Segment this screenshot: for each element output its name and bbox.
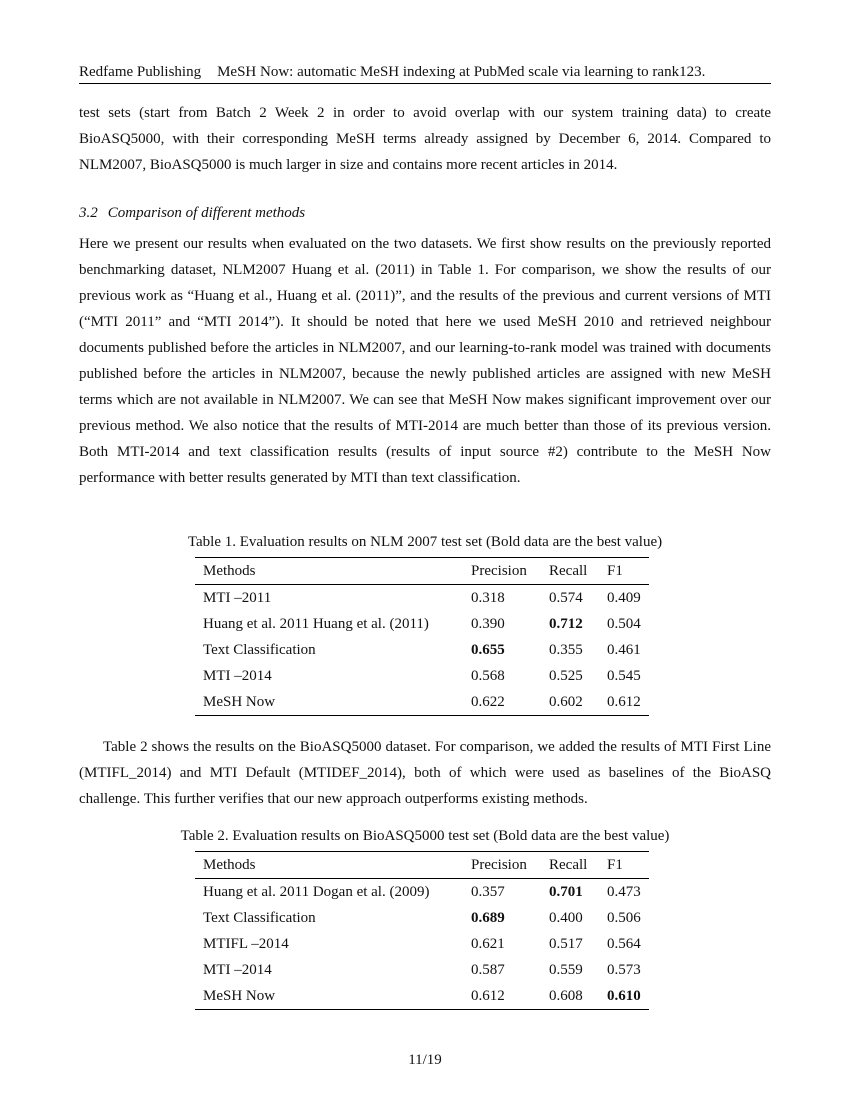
section-title: Comparison of different methods <box>107 205 306 221</box>
table-2-caption: Table 2. Evaluation results on BioASQ5000 test set (Bold data are the best value) <box>180 828 670 844</box>
cell-precision: 0.357 <box>471 883 505 900</box>
cell-precision: 0.568 <box>471 667 505 684</box>
header-recall: Recall <box>541 558 599 585</box>
header-recall: Recall <box>541 852 599 879</box>
cell-precision: 0.622 <box>471 693 505 710</box>
table-row <box>195 905 649 931</box>
table-row <box>195 931 649 957</box>
header-methods: Methods <box>195 558 463 585</box>
cell-f1: 0.573 <box>607 961 641 978</box>
paragraph-2: Here we present our results when evaluated on the two datasets. We first show results on the previously reported benchmarking dataset, NLM2007 Huang et al. (2011) in Table 1. For comparison, we show the results of our previous work as “Huang et al., Huang et al. (2011)”, and the results of the previous and current versions of MTI (“MTI 2011” and “MTI 2014”). It should be noted that here we used MeSH 2010 and retrieved neighbour documents published before the articles in NLM2007, and our learning-to-rank model was trained with documents published before the articles in NLM2007, because the newly published articles are assigned with new MeSH terms which are not available in NLM2007. We can see that MeSH Now makes significant improvement over our previous method. We also notice that the results of MTI-2014 are much better than those of its previous version. Both MTI-2014 and text classification results (results of input source #2) contribute to the MeSH Now performance with better results generated by MTI than text classification. <box>79 236 771 486</box>
header-f1: F1 <box>599 558 649 585</box>
cell-method: Text Classification <box>203 909 316 926</box>
cell-precision: 0.318 <box>471 589 505 606</box>
cell-recall: 0.574 <box>549 589 583 606</box>
cell-recall: 0.559 <box>549 961 583 978</box>
cell-recall-best: 0.712 <box>549 615 583 632</box>
paragraph-3: Table 2 shows the results on the BioASQ5000 dataset. For comparison, we added the results of MTI First Line (MTIFL_2014) and MTI Default (MTIDEF_2014), both of which were used as baselines of the BioASQ challenge. This further verifies that our new approach outperforms existing methods. <box>79 739 771 807</box>
cell-precision: 0.621 <box>471 935 505 952</box>
cell-f1: 0.461 <box>607 641 641 658</box>
header-f1: F1 <box>599 852 649 879</box>
cell-method: Huang et al. 2011 Huang et al. (2011) <box>203 615 429 632</box>
cell-recall: 0.517 <box>549 935 583 952</box>
section-number: 3.2 <box>79 205 98 221</box>
header-precision: Precision <box>463 852 541 879</box>
table-1-caption: Table 1. Evaluation results on NLM 2007 test set (Bold data are the best value) <box>187 534 663 550</box>
cell-f1: 0.545 <box>607 667 641 684</box>
cell-method: MTI –2014 <box>203 667 272 684</box>
journal-name: Redfame Publishing <box>79 64 202 80</box>
cell-f1: 0.409 <box>607 589 641 606</box>
cell-recall: 0.525 <box>549 667 583 684</box>
cell-method: MeSH Now <box>203 693 276 710</box>
table-row <box>195 637 649 663</box>
paper-title: MeSH Now: automatic MeSH indexing at PubMed scale via learning to rank123. <box>217 64 706 80</box>
cell-f1: 0.506 <box>607 909 641 926</box>
table-row <box>195 663 649 689</box>
table-header-row <box>195 852 649 879</box>
paragraph-1: test sets (start from Batch 2 Week 2 in order to avoid overlap with our system training data) to create BioASQ5000, with their corresponding MeSH terms already assigned by December 6, 2014. Compared to NLM2007, BioASQ5000 is much larger in size and contains more recent articles in 2014. <box>79 105 771 173</box>
table-2 <box>195 851 649 1010</box>
cell-recall-best: 0.701 <box>549 883 583 900</box>
cell-f1: 0.473 <box>607 883 641 900</box>
cell-method: MTI –2011 <box>203 589 272 606</box>
cell-method: Text Classification <box>203 641 316 658</box>
table-row <box>195 689 649 716</box>
cell-f1: 0.504 <box>607 615 641 632</box>
header-methods: Methods <box>195 852 463 879</box>
cell-recall: 0.355 <box>549 641 583 658</box>
table-1 <box>195 557 649 716</box>
cell-method: MTIFL –2014 <box>203 935 289 952</box>
cell-precision: 0.612 <box>471 987 505 1004</box>
table-header-row <box>195 558 649 585</box>
cell-method: MTI –2014 <box>203 961 272 978</box>
cell-precision-best: 0.655 <box>471 641 505 658</box>
cell-method: Huang et al. 2011 Dogan et al. (2009) <box>203 883 430 900</box>
cell-method: MeSH Now <box>203 987 276 1004</box>
table-row <box>195 585 649 612</box>
cell-precision: 0.390 <box>471 615 505 632</box>
table-row <box>195 611 649 637</box>
cell-recall: 0.602 <box>549 693 583 710</box>
cell-f1: 0.564 <box>607 935 641 952</box>
cell-f1: 0.612 <box>607 693 641 710</box>
table-row <box>195 983 649 1010</box>
cell-recall: 0.608 <box>549 987 583 1004</box>
table-row <box>195 957 649 983</box>
cell-f1-best: 0.610 <box>607 987 641 1004</box>
header-precision: Precision <box>463 558 541 585</box>
cell-recall: 0.400 <box>549 909 583 926</box>
cell-precision: 0.587 <box>471 961 505 978</box>
page-number: 11/19 <box>408 1052 442 1068</box>
section-heading <box>79 200 305 226</box>
running-header <box>79 62 771 84</box>
table-row <box>195 879 649 906</box>
cell-precision-best: 0.689 <box>471 909 505 926</box>
